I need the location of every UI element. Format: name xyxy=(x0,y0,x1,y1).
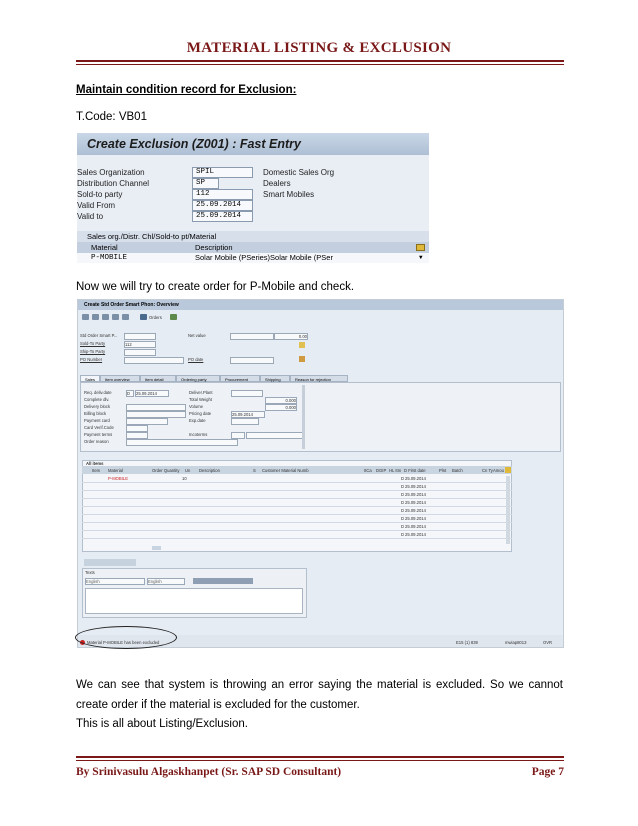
field-valid-to[interactable]: 25.09.2014 xyxy=(192,211,253,222)
label-net-value: Net value xyxy=(188,333,206,338)
label-payment-terms: Payment terms xyxy=(84,432,113,437)
label-volume: Volume xyxy=(189,404,203,409)
row8-first-date: 25.09.2014 xyxy=(405,532,426,537)
row3-date-prefix: D xyxy=(401,492,405,497)
status-message[interactable]: Material P-MOBILE has been excluded xyxy=(87,640,160,645)
orders-icon[interactable] xyxy=(140,314,147,320)
row4-first-date: 25.09.2014 xyxy=(405,500,426,505)
col-description: Description xyxy=(199,468,220,473)
label-sold-to-party: Sold-To Party xyxy=(80,341,106,346)
field-volume: 0.000 xyxy=(265,404,297,411)
texts-dropdown[interactable]: English xyxy=(85,578,145,585)
table-row[interactable] xyxy=(82,538,512,539)
texts-title: Texts xyxy=(85,570,95,575)
col-item: Item xyxy=(92,468,101,473)
grid-settings-icon[interactable] xyxy=(505,467,511,473)
row1-material[interactable]: P-MOBILE xyxy=(108,476,129,481)
footer-page-number: Page 7 xyxy=(531,766,564,778)
display-icon[interactable] xyxy=(82,314,89,320)
table-row[interactable] xyxy=(82,490,512,491)
label-exp-date: Exp.date xyxy=(189,418,206,423)
label-deliver-plant: Deliver.Plant xyxy=(189,390,213,395)
desc-dist-channel: Dealers xyxy=(263,179,291,188)
row4-date-prefix: D xyxy=(401,500,405,505)
field-sold-to-party[interactable]: 112 xyxy=(124,341,156,348)
field-payment-card[interactable] xyxy=(126,418,168,425)
field-pricing-date[interactable]: 25.09.2014 xyxy=(231,411,265,418)
tab-procurement[interactable]: Procurement xyxy=(220,375,260,382)
field-order-reason[interactable] xyxy=(126,439,238,446)
label-total-weight: Total Weight xyxy=(189,397,212,402)
paragraph-try-order: Now we will try to create order for P-Mobile and check. xyxy=(76,281,355,293)
row7-date-prefix: D xyxy=(401,524,405,529)
footer-rule-thin xyxy=(76,760,564,761)
col-first-date: D First date xyxy=(404,468,426,473)
col-batch: Batch xyxy=(452,468,463,473)
field-std-order[interactable] xyxy=(124,333,156,340)
screen-title: Create Std Order Smart Phon: Overview xyxy=(78,300,564,310)
col-cn-ty: Cn Ty xyxy=(482,468,493,473)
label-complete-dlv: Complete dlv. xyxy=(84,397,110,402)
label-valid-to: Valid to xyxy=(77,212,104,221)
status-host: mwiap8013 xyxy=(505,640,527,645)
field-total-weight: 0.000 xyxy=(265,397,297,404)
col-order-quantity: Order Quantity xyxy=(152,468,180,473)
panel-scrollbar[interactable] xyxy=(302,385,305,449)
paragraph-closing: This is all about Listing/Exclusion. xyxy=(76,718,248,730)
table-row[interactable] xyxy=(82,506,512,507)
toolbar xyxy=(78,312,564,322)
screenshot-create-exclusion xyxy=(77,133,429,263)
item-toolbar[interactable] xyxy=(84,559,136,566)
document-icon[interactable] xyxy=(299,342,305,348)
label-sales-org: Sales Organization xyxy=(77,168,145,177)
row2-first-date: 25.09.2014 xyxy=(405,484,426,489)
field-net-value-currency xyxy=(230,333,274,340)
field-incoterms[interactable] xyxy=(231,432,245,439)
label-sold-to: Sold-to party xyxy=(77,190,123,199)
field-dist-channel[interactable]: SP xyxy=(192,178,219,189)
label-ship-to-party: Ship-To Party xyxy=(80,349,106,354)
field-delivery-block[interactable] xyxy=(126,404,186,411)
label-delivery-block: Delivery block xyxy=(84,404,111,409)
row1-date-prefix: D xyxy=(401,476,405,481)
label-po-number: PO Number xyxy=(80,357,103,362)
texts-panel xyxy=(82,568,307,618)
paragraph-error-explained: We can see that system is throwing an error saying the material is excluded. So we cannot create order if the material is excluded for the customer. xyxy=(76,679,563,711)
page-title: MATERIAL LISTING & EXCLUSION xyxy=(186,40,452,56)
screenshot-create-order xyxy=(77,299,564,648)
col-material: Material xyxy=(108,468,123,473)
col-customer-material: Customer Material Numb xyxy=(262,468,309,473)
row1-first-date: 25.09.2014 xyxy=(405,476,426,481)
header-rule-thin xyxy=(76,64,564,65)
tab-ordering-party[interactable]: Ordering party xyxy=(176,375,220,382)
desc-sold-to: Smart Mobiles xyxy=(263,190,315,199)
footer-rule xyxy=(76,756,564,758)
field-req-deliv-type[interactable]: D xyxy=(126,390,134,397)
row1-qty[interactable]: 10 xyxy=(182,476,187,481)
table-settings-icon[interactable] xyxy=(416,244,425,251)
field-net-value: 0.00 xyxy=(274,333,308,340)
scroll-down-icon[interactable]: ▼ xyxy=(419,254,423,261)
field-billing-block[interactable] xyxy=(126,411,186,418)
row7-first-date: 25.09.2014 xyxy=(405,524,426,529)
sales-panel xyxy=(80,382,561,452)
section-heading: Maintain condition record for Exclusion: xyxy=(76,84,297,96)
tab-item-overview[interactable]: Item overview xyxy=(100,375,140,382)
texts-toolbar[interactable] xyxy=(193,578,253,584)
label-po-date: PO date xyxy=(188,357,204,362)
field-deliver-plant[interactable] xyxy=(231,390,263,397)
refresh-icon[interactable] xyxy=(299,356,305,362)
highlight-circle xyxy=(75,626,177,649)
field-payment-terms[interactable] xyxy=(126,432,148,439)
table-row[interactable] xyxy=(82,514,512,515)
col-s: S xyxy=(253,468,256,473)
col-material: Material xyxy=(91,243,118,252)
table-header xyxy=(77,242,429,253)
label-req-deliv-date: Req. deliv.date xyxy=(84,390,112,395)
tab-reason-for-rejection[interactable]: Reason for rejection xyxy=(290,375,348,382)
grid-vscrollbar[interactable] xyxy=(506,476,510,544)
status-mode: OVR xyxy=(543,640,553,645)
field-req-deliv-date[interactable]: 25.09.2014 xyxy=(135,390,169,397)
field-sales-org[interactable]: SPIL xyxy=(192,167,253,178)
row6-first-date: 25.09.2014 xyxy=(405,516,426,521)
header-rule xyxy=(76,60,564,62)
col-hl-item: HL Itm xyxy=(389,468,402,473)
row3-first-date: 25.09.2014 xyxy=(405,492,426,497)
field-sold-to[interactable]: 112 xyxy=(192,189,253,200)
texts-language-select[interactable]: English xyxy=(147,578,185,585)
footer-author: By Srinivasulu Algaskhanpet (Sr. SAP SD Consultant) xyxy=(76,766,342,778)
row6-date-prefix: D xyxy=(401,516,405,521)
row5-date-prefix: D xyxy=(401,508,405,513)
field-po-number[interactable] xyxy=(124,357,184,364)
grid-scroll-left[interactable] xyxy=(152,546,161,550)
label-dist-channel: Distribution Channel xyxy=(77,179,150,188)
pricing-icon[interactable] xyxy=(102,314,109,320)
desc-sales-org: Domestic Sales Org xyxy=(263,168,335,177)
texts-editor[interactable] xyxy=(85,588,303,614)
label-billing-block: Billing block xyxy=(84,411,107,416)
orders-button[interactable]: Orders xyxy=(149,315,162,320)
col-itca: ItCa xyxy=(364,468,372,473)
row2-date-prefix: D xyxy=(401,484,405,489)
grid-header xyxy=(82,466,512,474)
col-description: Description xyxy=(195,243,233,252)
partner-icon[interactable] xyxy=(112,314,119,320)
row8-date-prefix: D xyxy=(401,532,405,537)
table-row[interactable] xyxy=(82,522,512,523)
col-amount: Amou xyxy=(493,468,504,473)
table-row[interactable] xyxy=(82,530,512,531)
label-valid-from: Valid From xyxy=(77,201,116,210)
field-incoterms-2[interactable] xyxy=(246,432,304,439)
field-valid-from[interactable]: 25.09.2014 xyxy=(192,200,253,211)
row-material: P-MOBILE xyxy=(91,254,128,262)
field-card-verif-code[interactable] xyxy=(126,425,148,432)
label-payment-card: Payment card xyxy=(84,418,110,423)
edit-icon[interactable] xyxy=(92,314,99,320)
screen-title: Create Exclusion (Z001) : Fast Entry xyxy=(77,133,429,155)
document-flow-icon[interactable] xyxy=(170,314,177,320)
tab-shipping[interactable]: Shipping xyxy=(260,375,290,382)
table-row[interactable] xyxy=(82,498,512,499)
label-card-verif-code: Card Verif.Code xyxy=(84,425,114,430)
label-pricing-date: Pricing date xyxy=(189,411,212,416)
header-icon[interactable] xyxy=(122,314,129,320)
field-po-date[interactable] xyxy=(230,357,274,364)
status-system[interactable]: E15 (1) 839 xyxy=(456,640,478,645)
table-row[interactable] xyxy=(82,482,512,483)
row5-first-date: 25.09.2014 xyxy=(405,508,426,513)
field-exp-date[interactable] xyxy=(231,418,259,425)
tab-sales[interactable]: Sales xyxy=(80,375,100,382)
table-title: Sales org./Distr. Chl/Sold-to pt/Material xyxy=(77,231,429,242)
label-std-order: Std Order Smart P... xyxy=(80,333,118,338)
field-ship-to-party[interactable] xyxy=(124,349,156,356)
table-row[interactable] xyxy=(77,253,429,263)
col-un: Un xyxy=(185,468,191,473)
tab-item-detail[interactable]: Item detail xyxy=(140,375,176,382)
col-plnt: Plnt xyxy=(439,468,447,473)
label-order-reason: Order reason xyxy=(84,439,109,444)
tcode-text: T.Code: VB01 xyxy=(76,111,147,123)
row-description: Solar Mobile (PSeries)Solar Mobile (PSer xyxy=(195,253,333,262)
col-dgip: DGIP xyxy=(376,468,387,473)
label-incoterms: Incoterms xyxy=(189,432,208,437)
all-items-label: All items xyxy=(86,461,104,466)
